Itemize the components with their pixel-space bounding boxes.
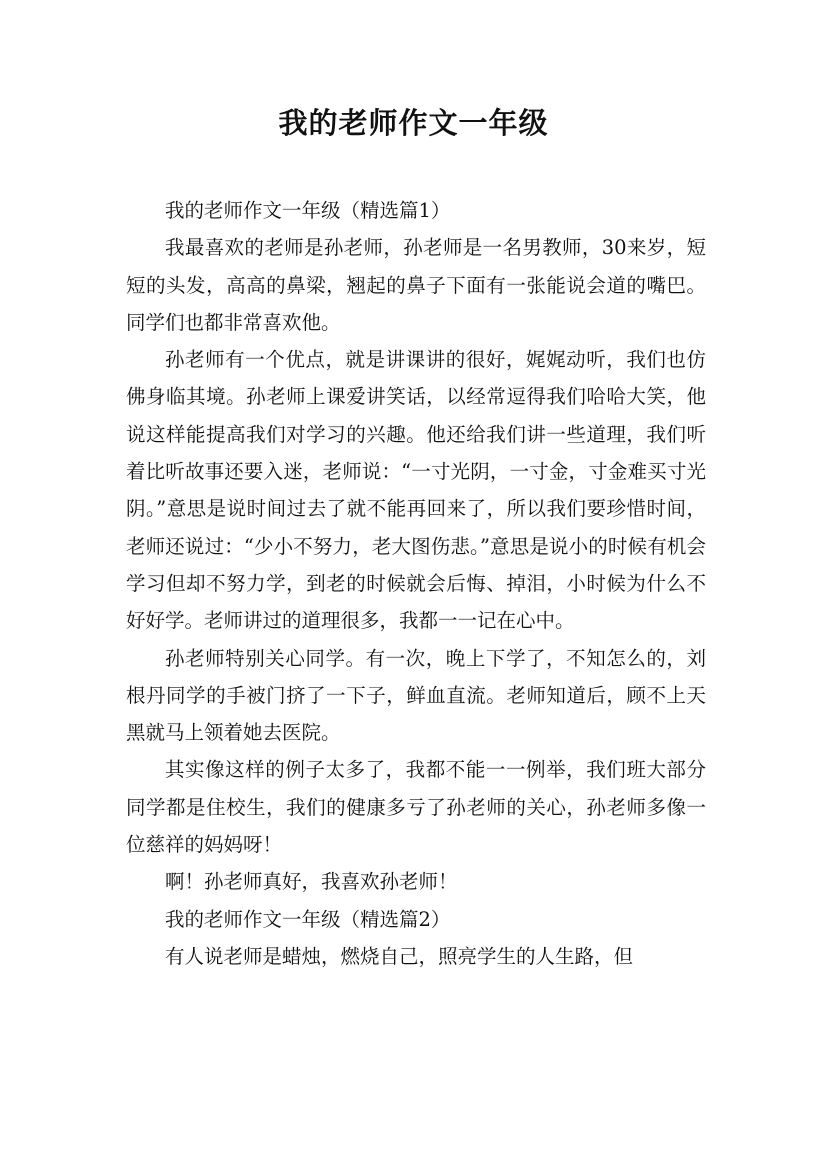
- paragraph-2: 孙老师有一个优点，就是讲课讲的很好，娓娓动听，我们也仿佛身临其境。孙老师上课爱讲笑话，以经常逗得我们哈哈大笑，他说这样能提高我们对学习的兴趣。他还给我们讲一些道理，我们听着比听故事还要入迷，老师说：“一寸光阴，一寸金，寸金难买寸光阴。”意思是说时间过去了就不能再回来了，所以我们要珍惜时间，老师还说过：“少小不努力，老大图伤悲。”意思是说小的时候有机会学习但却不努力学，到老的时候就会后悔、掉泪，小时候为什么不好好学。老师讲过的道理很多，我都一一记在心中。: [126, 348, 706, 633]
- section-heading-1: 我的老师作文一年级（精选篇1）: [165, 199, 451, 222]
- paragraph-1: 我最喜欢的老师是孙老师，孙老师是一名男教师，30来岁，短短的头发，高高的鼻梁，翘起的鼻子下面有一张能说会道的嘴巴。同学们也都非常喜欢他。: [126, 236, 706, 334]
- paragraph-6: 有人说老师是蜡烛，燃烧自己，照亮学生的人生路，但: [165, 944, 634, 968]
- section-heading-2: 我的老师作文一年级（精选篇2）: [165, 907, 451, 931]
- document-body: [126, 192, 706, 975]
- paragraph-3: 孙老师特别关心同学。有一次，晚上下学了，不知怎么的，刘根丹同学的手被门挤了一下子，鲜血直流。老师知道后，顾不上天黑就马上领着她去医院。: [126, 646, 706, 745]
- paragraph-5: 啊！孙老师真好，我喜欢孙老师！: [165, 870, 458, 894]
- document-title: 我的老师作文一年级: [278, 106, 549, 140]
- paragraph-4: 其实像这样的例子太多了，我都不能一一例举，我们班大部分同学都是住校生，我们的健康多亏了孙老师的关心，孙老师多像一位慈祥的妈妈呀！: [126, 758, 706, 857]
